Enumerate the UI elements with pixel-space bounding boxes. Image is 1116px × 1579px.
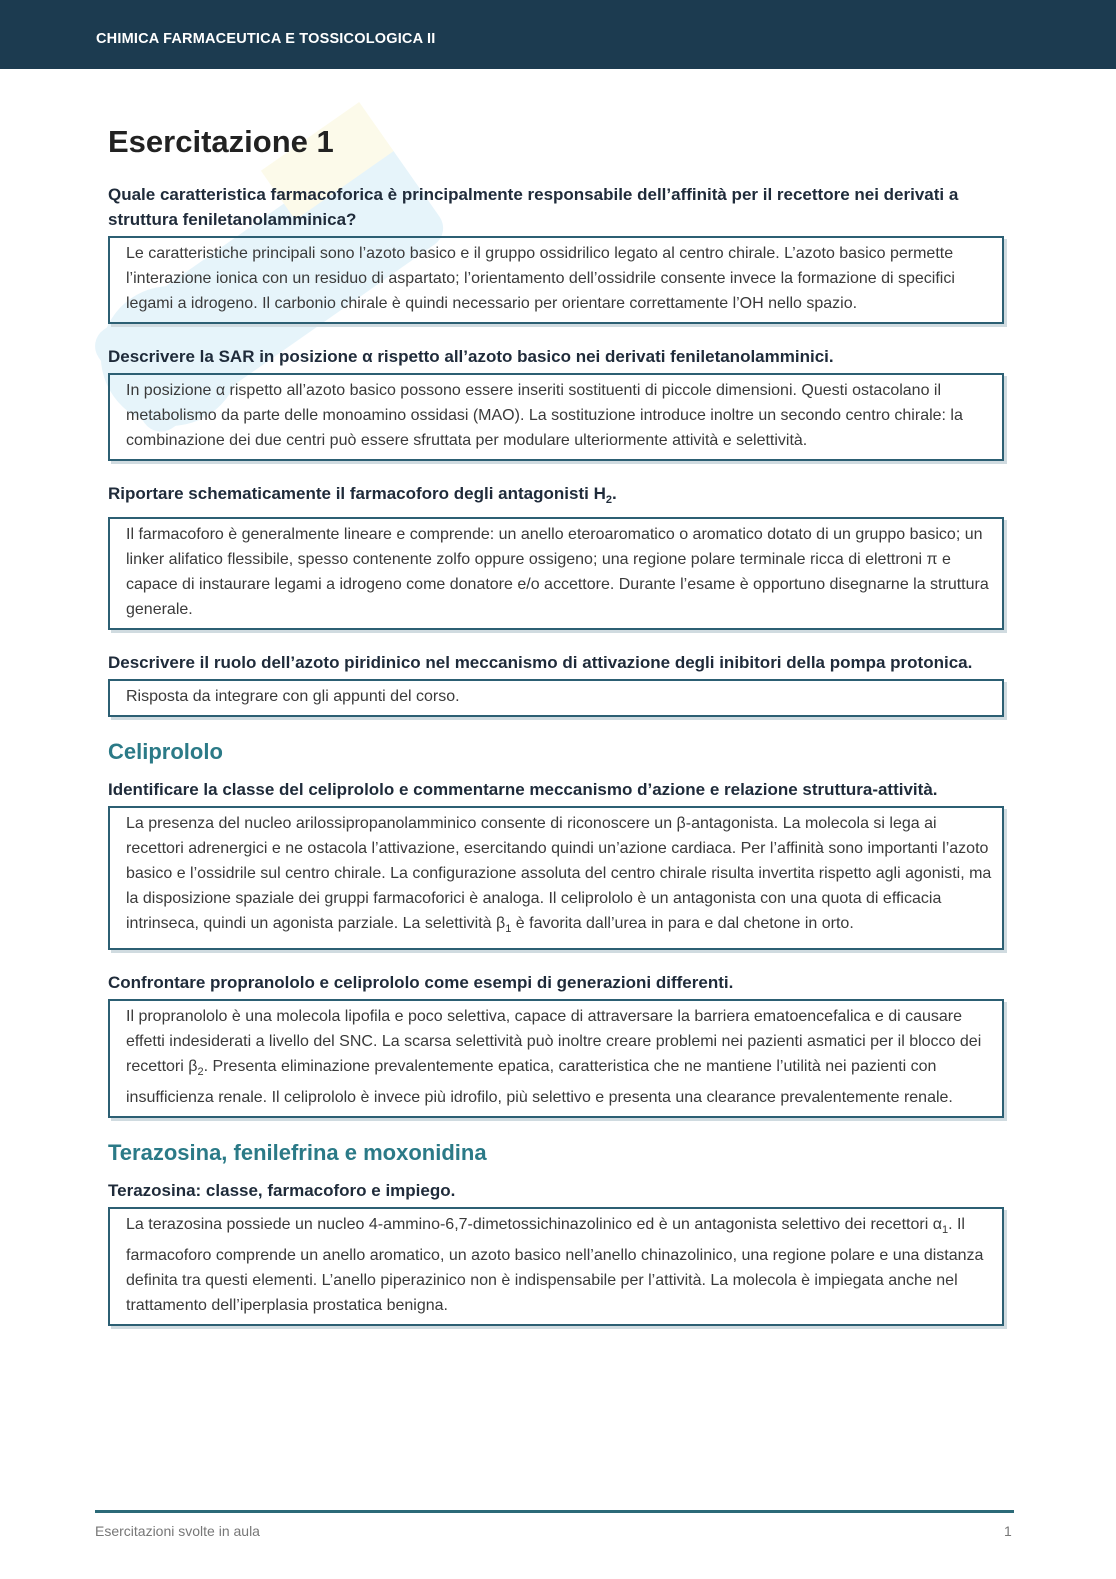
- answer-5-text: La presenza del nucleo arilossipropanolamminico consente di riconoscere un β-antagonista. La molecola si lega ai recettori adrenergici e ne ostacola l’attivazione, esercitando quindi un’azione cardiaca. Per l’affinità sono importanti l’azoto basico e l’ossidrile sul centro chirale. La configurazione assoluta del centro chirale risulta invertita rispetto agli agonisti, ma la disposizione spaziale dei gruppi farmacoforici è analoga. Il celiprololo è un antagonista con una quota di efficacia intrinseca, quindi un agonista parziale. La selettività β: [126, 815, 992, 932]
- answer-box-2: In posizione α rispetto all’azoto basico possono essere inseriti sostituenti di piccole dimensioni. Questi ostacolano il metabolismo da parte delle monoamino ossidasi (MAO). La sostituzione introduce inoltre un secondo centro chirale: la combinazione dei due centri può essere sfruttata per modulare ulteriormente attività e selettività.: [108, 373, 1004, 461]
- question-3-subscript: 2: [605, 494, 612, 506]
- question-4: Descrivere il ruolo dell’azoto piridinico nel meccanismo di attivazione degli inibitori della pompa protonica.: [108, 653, 973, 672]
- answer-7-end: . Il farmacoforo comprende un anello aromatico, un azoto basico nell’anello chinazolinico, una regione polare e una distanza definita tra questi elementi. L’anello piperazinico non è indispensabile per l’attività. La molecola è impiegata anche nel trattamento dell’iperplasia prostatica benigna.: [126, 1216, 984, 1314]
- answer-5-subscript: 1: [505, 923, 512, 935]
- footer-text: Esercitazioni svolte in aula: [95, 1523, 260, 1539]
- answer-7-subscript: 1: [941, 1224, 949, 1236]
- answer-box-4: Risposta da integrare con gli appunti del corso.: [108, 679, 1004, 717]
- question-1: Quale caratteristica farmacoforica è principalmente responsabile dell’affinità per il recettore nei derivati a struttura feniletanolamminica?: [108, 185, 959, 229]
- footer-divider: [95, 1510, 1014, 1513]
- section-title-terazosina: Terazosina, fenilefrina e moxonidina: [108, 1140, 487, 1165]
- document-body: [108, 122, 1004, 1346]
- answer-box-1: Le caratteristiche principali sono l’azoto basico e il gruppo ossidrilico legato al centro chirale. L’azoto basico permette l’interazione ionica con un residuo di aspartato; l’orientamento dell’ossidrile consente invece la formazione di specifici legami a idrogeno. Il carbonio chirale è quindi necessario per orientare correttamente l’OH nello spazio.: [108, 236, 1004, 324]
- answer-box-7: [108, 1207, 1004, 1326]
- question-3-text: Riportare schematicamente il farmacoforo degli antagonisti H: [108, 484, 606, 503]
- page-header: [0, 0, 1116, 69]
- page-number: 1: [1004, 1523, 1012, 1539]
- exercise-title: Esercitazione 1: [108, 124, 334, 159]
- question-3: [108, 481, 1004, 513]
- section-title-celiprololo: Celiprololo: [108, 739, 223, 764]
- answer-box-5: [108, 806, 1004, 950]
- answer-6-text: Il propranololo è una molecola lipofila e poco selettiva, capace di attraversare la barriera ematoencefalica e di causare effetti indesiderati a livello del SNC. La scarsa selettività può inoltre creare problemi nei pazienti asmatici per il blocco dei recettori β: [126, 1008, 982, 1075]
- answer-5-end: è favorita dall’urea in para e dal chetone in orto.: [511, 915, 854, 932]
- question-5: Identificare la classe del celiprololo e commentarne meccanismo d’azione e relazione struttura-attività.: [108, 780, 938, 799]
- question-7: Terazosina: classe, farmacoforo e impiego.: [108, 1181, 456, 1200]
- question-2: Descrivere la SAR in posizione α rispetto all’azoto basico nei derivati feniletanolamminici.: [108, 347, 834, 366]
- question-3-end: .: [611, 484, 617, 503]
- question-6: Confrontare propranololo e celiprololo come esempi di generazioni differenti.: [108, 973, 734, 992]
- answer-box-3: Il farmacoforo è generalmente lineare e comprende: un anello eteroaromatico o aromatico dotato di un gruppo basico; un linker alifatico flessibile, spesso contenente zolfo oppure ossigeno; una regione polare terminale ricca di elettroni π e capace di instaurare legami a idrogeno come donatore e/o accettore. Durante l’esame è opportuno disegnarne la struttura generale.: [108, 517, 1004, 630]
- answer-6-subscript: 2: [197, 1066, 204, 1078]
- answer-box-6: [108, 999, 1004, 1118]
- header-title: CHIMICA FARMACEUTICA E TOSSICOLOGICA II: [96, 31, 436, 47]
- answer-6-end: . Presenta eliminazione prevalentemente epatica, caratteristica che ne mantiene l’utilità nei pazienti con insufficienza renale. Il celiprololo è invece più idrofilo, più selettivo e presenta una clearance prevalentemente renale.: [126, 1058, 953, 1106]
- answer-7-text: La terazosina possiede un nucleo 4-ammino-6,7-dimetossichinazolinico ed è un antagonista selettivo dei recettori α: [126, 1216, 942, 1233]
